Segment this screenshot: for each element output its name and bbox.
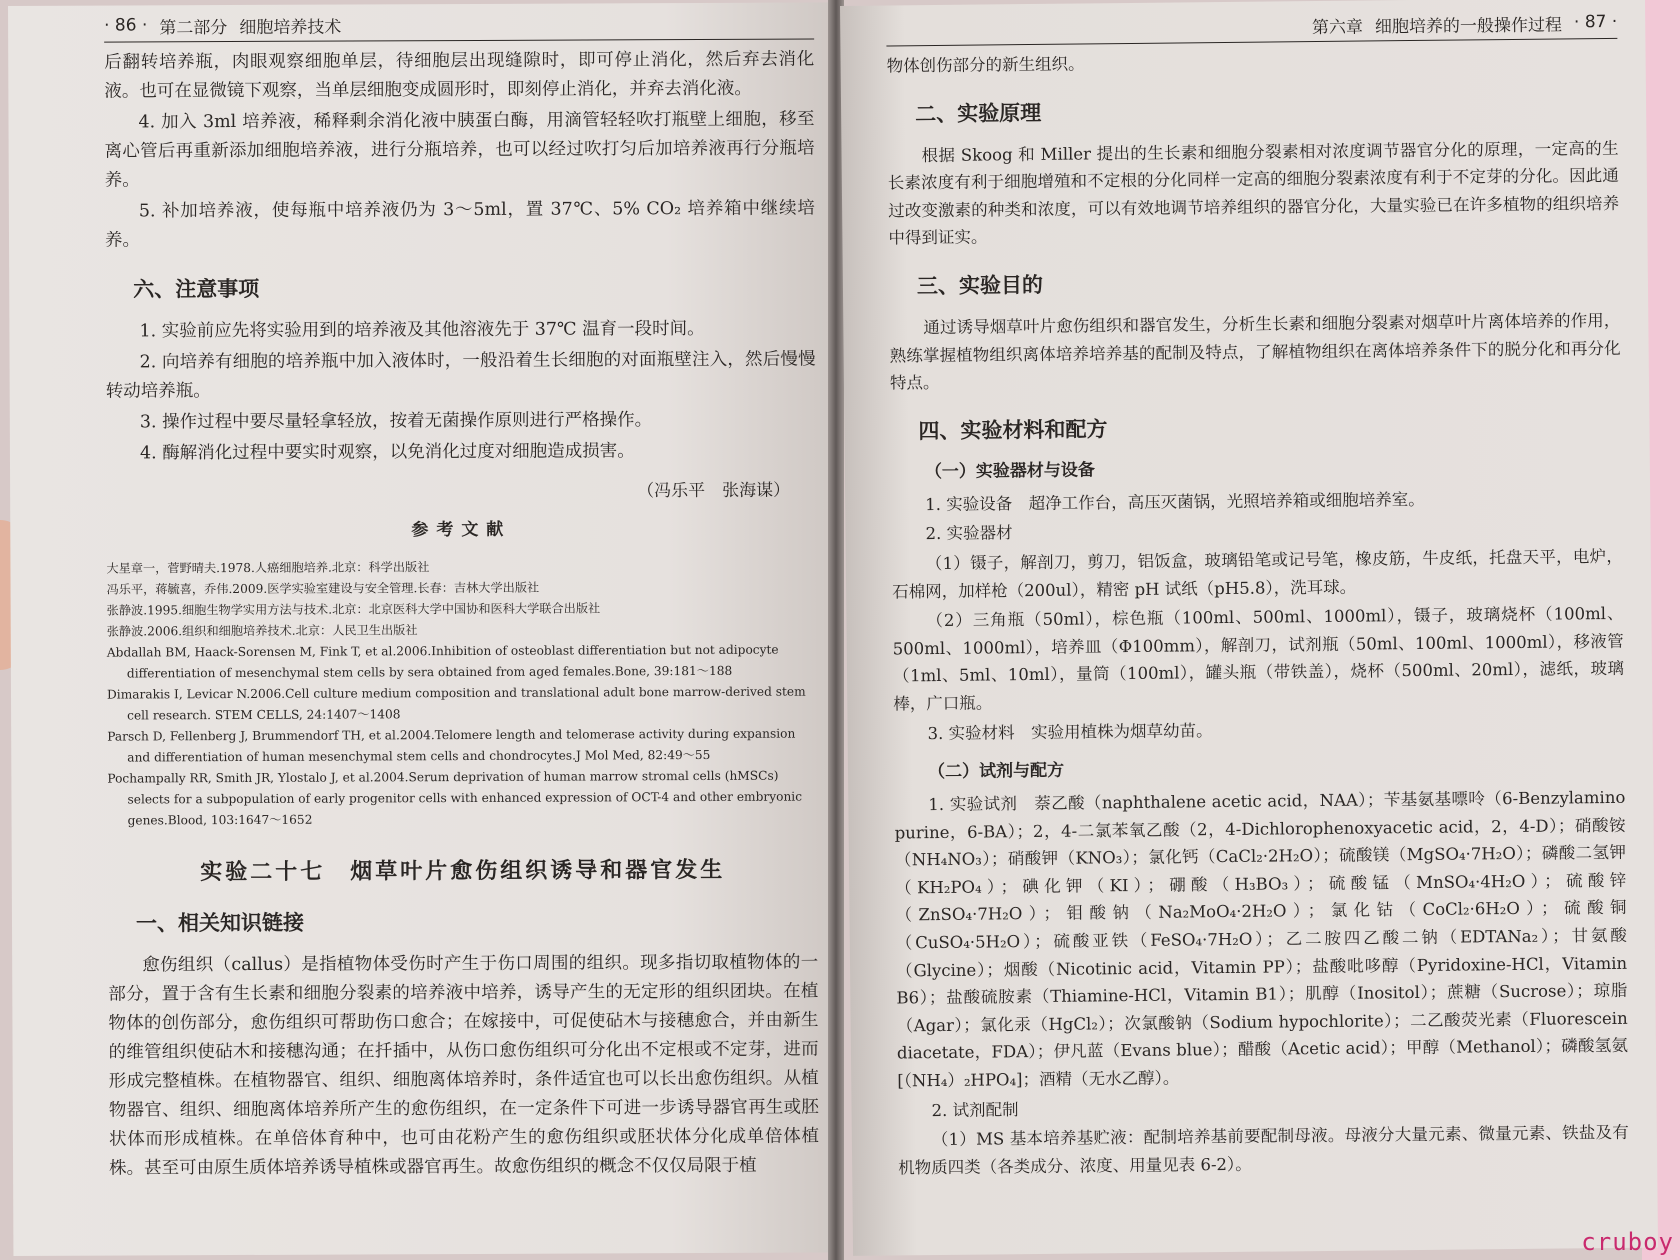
purpose-heading: 三、实验目的	[916, 272, 1044, 299]
equipment-heading: （一）实验器材与设备	[924, 460, 1095, 482]
right-running-head	[886, 10, 1617, 42]
note-item: 4. 酶解消化过程中要实时观察，以免消化过度对细胞造成损害。	[139, 441, 635, 464]
right-page-number: · 87 ·	[1573, 11, 1618, 33]
reference-item: 大星章一，菅野晴夫.1978.人癌细胞培养.北京：科学出版社	[106, 560, 430, 576]
notes-heading: 六、注意事项	[133, 276, 260, 302]
equipment-item: 1. 实验设备 超净工作台，高压灭菌锅，光照培养箱或细胞培养室。	[925, 489, 1425, 514]
purpose-text: 通过诱导烟草叶片愈伤组织和器官发生，分析生长素和细胞分裂素对烟草叶片离体培养的作用，熟练掌握植物组织离体培养培养基的配制及特点，了解植物组织在离体培养条件下的脱分化和再分化特点。	[889, 310, 1621, 393]
reference-item: 张静波.2006.组织和细胞培养技术.北京：人民卫生出版社	[106, 623, 418, 639]
reference-item: Parsch D, Fellenberg J, Brummendorf TH, et al.2004.Telomere length and telomerase activity during expansion and differentiation of human mesenchymal stem cells and chondrocytes.J Mol Med, 82:49～55	[107, 726, 796, 765]
continuation-text: 物体创伤部分的新生组织。	[886, 54, 1085, 76]
experiment-title: 实验二十七 烟草叶片愈伤组织诱导和器官发生	[200, 856, 726, 886]
right-page	[840, 0, 1658, 1256]
intro-paragraph: 后翻转培养瓶，肉眼观察细胞单层，待细胞层出现缝隙时，即可停止消化，然后弃去消化液。也可在显微镜下观察，当单层细胞变成圆形时，即刻停止消化，并弃去消化液。	[104, 49, 815, 102]
left-page	[8, 2, 835, 1256]
chapter-label: 第六章	[1311, 17, 1364, 38]
prep-heading: 2. 试剂配制	[931, 1099, 1019, 1120]
reference-item: 冯乐平，蒋毓喜，乔伟.2009.医学实验室建设与安全管理.长春：吉林大学出版社	[106, 580, 540, 597]
knowledge-text: 愈伤组织（callus）是指植物体受伤时产生于伤口周围的组织。现多指切取植物体的一部分，置于含有生长素和细胞分裂素的培养液中培养，诱导产生的无定形的组织团块。在植物体的创伤部分，愈伤组织可帮助伤口愈合；在嫁接中，可促使砧木与接穗愈合，并由新生的维管组织使砧木和接穗沟通；在扦插中，从伤口愈伤组织可分化出不定根或不定芽，进而形成完整植株。在植物器官、组织、细胞离体培养时，条件适宜也可以长出愈伤组织。从植物器官、组织、细胞离体培养所产生的愈伤组织，在一定条件下可进一步诱导器官再生或胚状体而形成植株。在单倍体育种中，也可由花粉产生的愈伤组织或胚状体分化成单倍体植株。甚至可由原生质体培养诱导植株或器官再生。故愈伤组织的概念不仅仅局限于植	[108, 952, 819, 1179]
reference-item: Dimarakis I, Levicar N.2006.Cell culture medium composition and translational adult bone marrow-derived stem cell research. STEM CELLS, 24:1407～1408	[106, 684, 806, 723]
intro-paragraph: 4. 加入 3ml 培养液，稀释剩余消化液中胰蛋白酶，用滴管轻轻吹打瓶壁上细胞，移至离心管后再重新添加细胞培养液，进行分瓶培养，也可以经过吹打匀后加培养液再行分瓶培养。	[104, 109, 815, 191]
left-page-number: · 86 ·	[104, 15, 148, 36]
reagents-heading: （二）试剂与配方	[927, 760, 1065, 783]
section-label: 细胞培养技术	[239, 17, 342, 38]
knowledge-heading: 一、相关知识链接	[135, 910, 305, 936]
authors: （冯乐平 张海谋）	[637, 480, 791, 502]
equipment-item: （2）三角瓶（50ml），棕色瓶（100ml、500ml、1000ml），镊子，玻璃烧杯（100ml、500ml、1000ml），培养皿（Φ100mm），解剖刀，试剂瓶（50ml、100ml、1000ml），移液管（1ml、5ml、10ml），量筒（100ml），罐头瓶（带铁盖），烧杯（500ml、20ml），滤纸，玻璃棒，广口瓶。	[892, 603, 1625, 714]
intro-paragraph: 5. 补加培养液，使每瓶中培养液仍为 3～5ml，置 37℃、5% CO₂ 培养箱中继续培养。	[104, 198, 815, 251]
reference-item: 张静波.1995.细胞生物学实用方法与技术.北京：北京医科大学中国协和医科大学联合出版社	[106, 601, 601, 618]
reference-item: Abdallah BM, Haack-Sorensen M, Fink T, et al.2006.Inhibition of osteoblast differentiation but not adipocyte differentiation of mesenchymal stem cells by sera obtained from aged females.Bone, 39:181～188	[106, 642, 779, 681]
equipment-item: 2. 实验器材	[925, 523, 1013, 544]
note-item: 2. 向培养有细胞的培养瓶中加入液体时，一般沿着生长细胞的对面瓶壁注入，然后慢慢转动培养瓶。	[105, 349, 816, 402]
watermark: cruboy	[1581, 1228, 1674, 1256]
prep-text: （1）MS 基本培养基贮液：配制培养基前要配制母液。母液分大量元素、微量元素、铁盐及有机物质四类（各类成分、浓度、用量见表 6-2）。	[898, 1123, 1629, 1178]
principle-text: 根据 Skoog 和 Miller 提出的生长素和细胞分裂素相对浓度调节器官分化的原理，一定高的生长素浓度有利于细胞增殖和不定根的分化同样一定高的细胞分裂素浓度有利于不定芽的分化。因此通过改变激素的种类和浓度，可以有效地调节培养组织的器官分化，大量实验已在许多植物的组织培养中得到证实。	[887, 138, 1620, 248]
principle-heading: 二、实验原理	[915, 100, 1042, 126]
reference-item: Pochampally RR, Smith JR, Ylostalo J, et al.2004.Serum deprivation of human marrow stromal cells (hMSCs) selects for a subpopulation of early progenitor cells with enhanced expression of OCT-4 and other embryonic genes.Blood, 103:1647～1652	[107, 768, 803, 828]
equipment-item: 3. 实验材料 实验用植株为烟草幼苗。	[927, 720, 1213, 743]
left-running-head	[104, 10, 814, 37]
references-heading: 参考文献	[411, 519, 512, 541]
part-label: 第二部分	[159, 17, 228, 38]
note-item: 3. 操作过程中要尽量轻拿轻放，按着无菌操作原则进行严格操作。	[139, 410, 653, 433]
equipment-item: （1）镊子，解剖刀，剪刀，铝饭盒，玻璃铅笔或记号笔，橡皮筋，牛皮纸，托盘天平，电炉，石棉网，加样枪（200ul），精密 pH 试纸（pH5.8），洗耳球。	[892, 546, 1623, 602]
materials-heading: 四、实验材料和配方	[918, 416, 1108, 443]
chapter-title: 细胞培养的一般操作过程	[1374, 14, 1563, 37]
reagents-text: 1. 实验试剂 萘乙酸（naphthalene acetic acid，NAA）；苄基氨基嘌呤（6-Benzylamino purine，6-BA）；2，4-二氯苯氧乙酸（2，4-Dichlorophenoxyacetic acid，2，4-D）；硝酸铵（NH₄NO₃）；硝酸钾（KNO₃）；氯化钙（CaCl₂·2H₂O）；硫酸镁（MgSO₄·7H₂O）；磷酸二氢钾（KH₂PO₄）；碘化钾（KI）；硼酸（H₃BO₃）；硫酸锰（MnSO₄·4H₂O）；硫酸锌（ZnSO₄·7H₂O）；钼酸钠（Na₂MoO₄·2H₂O）；氯化钴（CoCl₂·6H₂O）；硫酸铜（CuSO₄·5H₂O）；硫酸亚铁（FeSO₄·7H₂O）；乙二胺四乙酸二钠（EDTANa₂）；甘氨酸（Glycine）；烟酸（Nicotinic acid，Vitamin PP）；盐酸吡哆醇（Pyridoxine-HCl，Vitamin B6）；盐酸硫胺素（Thiamine-HCl，Vitamin B1）；肌醇（Inositol）；蔗糖（Sucrose）；琼脂（Agar）；氯化汞（HgCl₂）；次氯酸钠（Sodium hypochlorite）；二乙酸荧光素（Fluorescein diacetate，FDA）；伊凡蓝（Evans blue）；醋酸（Acetic acid）；甲醇（Methanol）；磷酸氢氨[（NH₄）₂HPO₄]；酒精（无水乙醇）。	[894, 787, 1629, 1091]
header-rule	[104, 38, 814, 42]
note-item: 1. 实验前应先将实验用到的培养液及其他溶液先于 37℃ 温育一段时间。	[139, 318, 705, 342]
